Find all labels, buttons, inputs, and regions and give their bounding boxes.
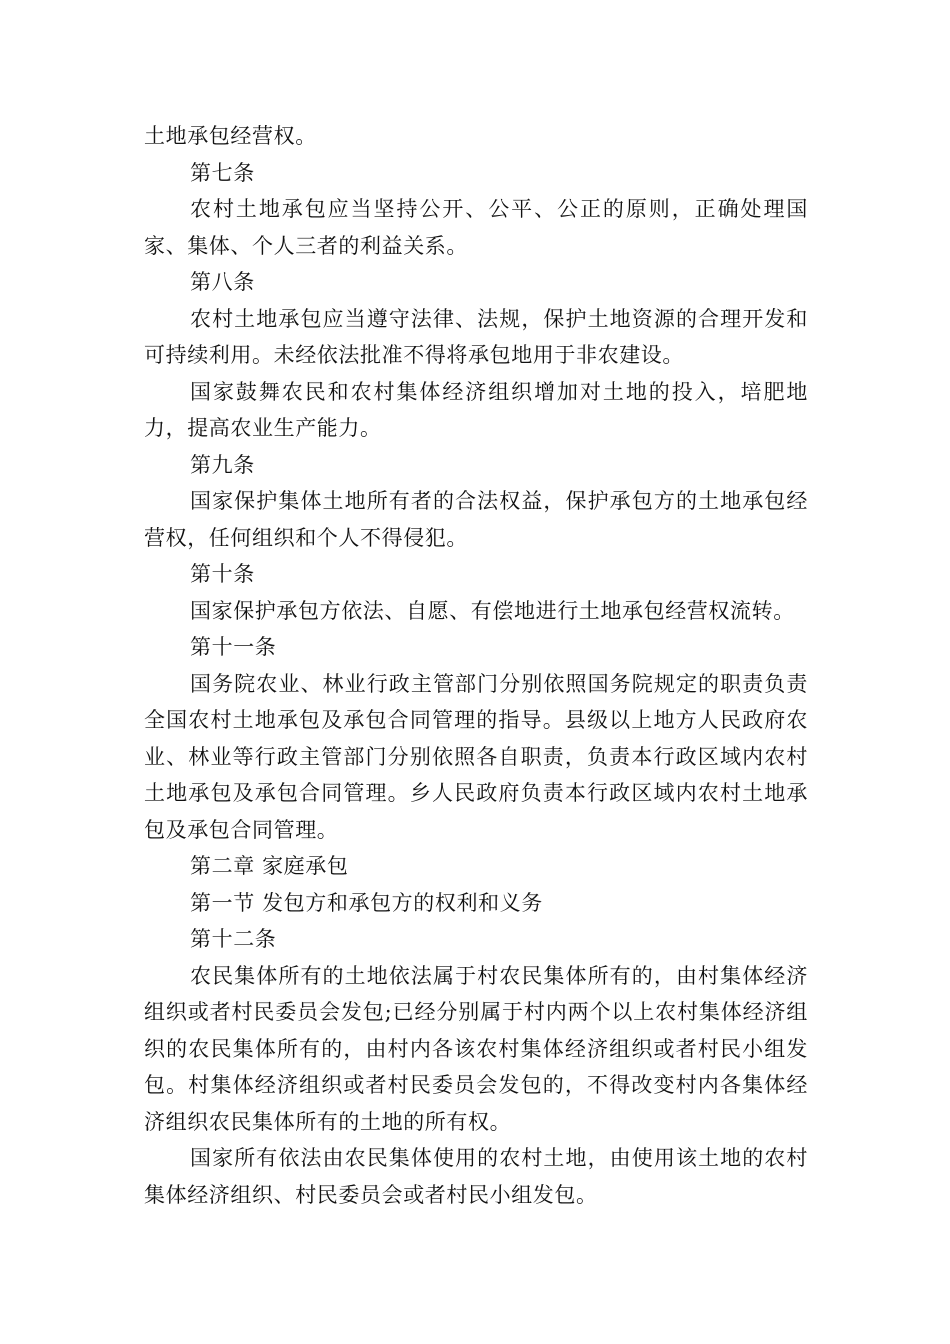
paragraph-article-12-a: 农民集体所有的土地依法属于村农民集体所有的，由村集体经济组织或者村民委员会发包;已经分别属于村内两个以上农村集体经济组织的农民集体所有的，由村内各该农村集体经济组织或者村民小组发包。村集体经济组织或者村民委员会发包的，不得改变村内各集体经济组织农民集体所有的土地的所有权。 (144, 963, 808, 1134)
article-heading-9: 第九条 (190, 452, 255, 477)
paragraph-1: 土地承包经营权。 (144, 124, 317, 148)
paragraph-article-8-a: 农村土地承包应当遵守法律、法规，保护土地资源的合理开发和可持续利用。未经依法批准不得将承包地用于非农建设。 (144, 306, 808, 367)
article-heading-7: 第七条 (190, 160, 255, 185)
article-heading-11: 第十一条 (190, 635, 277, 659)
document-page (144, 118, 808, 1213)
article-heading-10: 第十条 (190, 562, 255, 586)
paragraph-article-9: 国家保护集体土地所有者的合法权益，保护承包方的土地承包经营权，任何组织和个人不得侵犯。 (144, 489, 808, 550)
paragraph-article-10: 国家保护承包方依法、自愿、有偿地进行土地承包经营权流转。 (190, 598, 795, 623)
article-heading-8: 第八条 (190, 270, 255, 294)
paragraph-article-11: 国务院农业、林业行政主管部门分别依照国务院规定的职责负责全国农村土地承包及承包合同管理的指导。县级以上地方人民政府农业、林业等行政主管部门分别依照各自职责，负责本行政区域内农村土地承包及承包合同管理。乡人民政府负责本行政区域内农村土地承包及承包合同管理。 (144, 671, 808, 842)
article-heading-12: 第十二条 (190, 927, 277, 951)
paragraph-article-8-b: 国家鼓舞农民和农村集体经济组织增加对土地的投入，培肥地力，提高农业生产能力。 (144, 379, 808, 440)
paragraph-article-7: 农村土地承包应当坚持公开、公平、公正的原则，正确处理国家、集体、个人三者的利益关系。 (144, 197, 808, 258)
chapter-heading: 第二章 家庭承包 (190, 854, 349, 878)
paragraph-article-12-b: 国家所有依法由农民集体使用的农村土地，由使用该土地的农村集体经济组织、村民委员会或者村民小组发包。 (144, 1146, 808, 1207)
section-heading: 第一节 发包方和承包方的权利和义务 (190, 890, 543, 915)
